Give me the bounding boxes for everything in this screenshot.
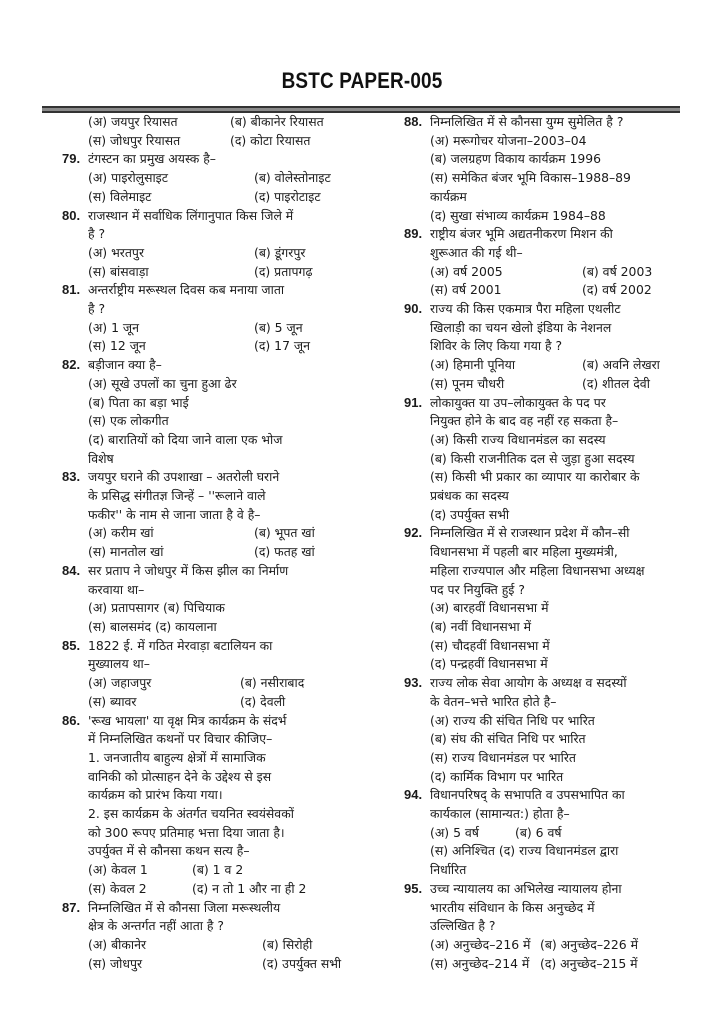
question-ask: उपर्युक्त में से कौनसा कथन सत्य है–	[88, 843, 250, 859]
options-c-d-cont: निर्धारित	[430, 862, 467, 878]
option-b: (ब) भूपत खां	[254, 525, 315, 541]
question-text-cont: के प्रसिद्ध संगीतज्ञ जिन्हें – ''रूलाने वाले	[88, 488, 266, 504]
question-text-cont: के वेतन–भत्ते भारित होते है–	[430, 693, 557, 709]
option-b: (ब) संघ की संचित निधि पर भारित	[430, 731, 586, 747]
question-text: सर प्रताप ने जोधपुर में किस झील का निर्माण	[88, 562, 289, 578]
option-c: (स) चौदहवीं विधानसभा में	[430, 637, 550, 653]
question-number: 82.	[62, 357, 81, 373]
option-a: (अ) 1 जून	[88, 319, 139, 335]
question-text: जयपुर घराने की उपशाखा – अतरोली घराने	[88, 469, 280, 485]
question-text-cont: नियुक्त होने के बाद वह नहीं रह सकता है–	[430, 413, 619, 429]
options-c-d: (स) बालसमंद (द) कायलाना	[88, 618, 217, 634]
question-text: राज्य की किस एकमात्र पैरा महिला एथलीट	[430, 301, 621, 317]
question-text-cont: में निम्नलिखित कथनों पर विचार कीजिए–	[88, 731, 273, 747]
question-text: राष्ट्रीय बंजर भूमि अद्यतनीकरण मिशन की	[430, 226, 613, 242]
statement-1: 1. जनजातीय बाहुल्य क्षेत्रों में सामाजिक	[88, 749, 266, 765]
question-number: 95.	[404, 880, 423, 896]
option-b: (ब) 5 जून	[254, 319, 303, 335]
question-text-cont: उल्लिखित है ?	[430, 918, 496, 934]
question-number: 84.	[62, 562, 81, 578]
question-number: 83.	[62, 469, 81, 485]
question-86	[62, 712, 362, 899]
option-c: (स) राज्य विधानमंडल पर भारित	[430, 749, 576, 765]
option-a: (अ) सूखे उपलों का चुना हुआ ढेर	[88, 375, 237, 391]
question-text-cont: है ?	[88, 226, 106, 242]
question-text: टंगस्टन का प्रमुख अयस्क है–	[88, 151, 217, 167]
question-text: राजस्थान में सर्वाधिक लिंगानुपात किस जिले में	[88, 207, 294, 223]
statement-1-cont: वानिकी को प्रोत्साहन देने के उद्देश्य से इस	[88, 768, 272, 784]
question-text: लोकायुक्त या उप–लोकायुक्त के पद पर	[430, 394, 606, 410]
question-text: निम्नलिखित में से कौनसा युग्म सुमेलित है ?	[430, 114, 624, 129]
question-number: 90.	[404, 301, 423, 317]
question-95	[404, 880, 686, 974]
option-a: (अ) भरतपुर	[88, 244, 145, 260]
question-number: 89.	[404, 226, 423, 242]
question-83	[62, 468, 362, 562]
question-number: 87.	[62, 899, 81, 915]
question-text-cont: शुरूआत की गई थी–	[430, 244, 523, 260]
question-79	[62, 150, 362, 206]
option-c-cont: प्रबंधक का सदस्य	[430, 488, 509, 504]
question-91	[404, 394, 686, 525]
question-85	[62, 637, 362, 712]
option-b: (ब) वोलेस्तोनाइट	[254, 170, 331, 186]
question-text-cont: करवाया था–	[88, 581, 145, 597]
option-c: (स) समेकित बंजर भूमि विकास–1988–89	[430, 170, 631, 186]
question-88	[404, 113, 686, 225]
option-b: (ब) जलग्रहण विकाय कार्यक्रम 1996	[430, 151, 601, 167]
question-text: विधानपरिषद् के सभापति व उपसभापित का	[430, 787, 625, 803]
question-84	[62, 562, 362, 637]
question-text-cont: है ?	[88, 301, 106, 317]
question-text-cont: फकीर'' के नाम से जाना जाता है वे है–	[88, 506, 261, 522]
question-number: 92.	[404, 525, 423, 541]
option-c: (स) ब्यावर	[88, 693, 137, 709]
option-d: (द) पाइरोटाइट	[254, 188, 321, 204]
statement-1-cont: कार्यक्रम को प्रारंभ किया गया।	[88, 787, 223, 803]
option-d: (द) फतह खां	[254, 544, 315, 560]
option-d: (द) प्रतापगढ़	[254, 263, 313, 279]
question-text: बड़ीजान क्या है–	[88, 357, 162, 373]
question-number: 91.	[404, 394, 423, 410]
question-text-cont: पद पर नियुक्ति हुई ?	[430, 581, 525, 597]
option-a: (अ) राज्य की संचित निधि पर भारित	[430, 712, 595, 728]
option-d: (द) कार्मिक विभाग पर भारित	[430, 768, 564, 784]
page-title: BSTC PAPER-005	[281, 68, 443, 93]
option-b: (ब) 1 व 2	[192, 862, 244, 878]
option-d: (द) पन्द्रहवीं विधानसभा में	[430, 656, 548, 672]
question-number: 80.	[62, 207, 81, 223]
option-c: (स) एक लोकगीत	[88, 413, 169, 429]
option-a: (अ) केवल 1	[88, 862, 148, 878]
option-d: (द) अनुच्छेद–215 में	[540, 955, 638, 971]
question-text-cont: महिला राज्यपाल और महिला विधानसभा अध्यक्ष	[430, 562, 645, 578]
option-c: (स) विलेमाइट	[88, 188, 152, 204]
option-d: (द) वर्ष 2002	[582, 282, 652, 298]
option-a: (अ) पाइरोलुसाइट	[88, 170, 168, 186]
option-a: (अ) वर्ष 2005	[430, 263, 503, 279]
option-a: (अ) करीम खां	[88, 525, 154, 541]
option-d: (द) उपर्युक्त सभी	[430, 506, 510, 522]
question-text-cont: शिविर के लिए किया गया है ?	[430, 338, 563, 354]
option-b: (ब) किसी राजनीतिक दल से जुड़ा हुआ सदस्य	[430, 450, 635, 466]
option-c: (स) केवल 2	[88, 880, 147, 896]
question-text: राज्य लोक सेवा आयोग के अध्यक्ष व सदस्यों	[430, 675, 627, 691]
option-a: (अ) 5 वर्ष	[430, 824, 479, 840]
statement-2-cont: को 300 रूपए प्रतिमाह भत्ता दिया जाता है।	[88, 824, 285, 840]
option-a: (अ) मरूगोचर योजना–2003–04	[430, 132, 587, 148]
question-text: निम्नलिखित में से कौनसा जिला मरूस्थलीय	[88, 899, 281, 915]
option-c: (स) वर्ष 2001	[430, 282, 502, 298]
question-text-cont: विधानसभा में पहली बार महिला मुख्यमंत्री,	[430, 544, 618, 560]
option-c: (स) किसी भी प्रकार का व्यापार या कारोबार के	[430, 469, 640, 485]
question-number: 93.	[404, 675, 423, 691]
option-a: (अ) बीकानेर	[88, 936, 147, 952]
option-b: (ब) नसीराबाद	[240, 675, 305, 691]
options-a-b: (अ) प्रतापसागर (ब) पिचियाक	[88, 600, 225, 616]
question-text: 'रूख भायला' या वृक्ष मित्र कार्यक्रम के संदर्भ	[88, 712, 287, 728]
question-90	[404, 300, 686, 394]
question-text: निम्नलिखित में से राजस्थान प्रदेश में कौन–सी	[430, 525, 630, 541]
left-column	[62, 113, 362, 973]
question-number: 81.	[62, 282, 81, 298]
question-82	[62, 356, 362, 468]
option-b: (ब) अनुच्छेद–226 में	[540, 936, 639, 952]
option-b: (ब) सिरोही	[262, 936, 313, 952]
question-text-cont: खिलाड़ी का चयन खेलो इंडिया के नेशनल	[430, 319, 612, 335]
option-c-cont: कार्यक्रम	[430, 188, 467, 204]
question-80	[62, 207, 362, 282]
option-b: (ब) वर्ष 2003	[582, 263, 653, 279]
question-text-cont: मुख्यालय था–	[88, 656, 150, 672]
question-87	[62, 899, 362, 974]
option-d: (द) शीतल देवी	[582, 375, 650, 391]
question-text-cont: क्षेत्र के अन्तर्गत नहीं आता है ?	[88, 918, 225, 934]
option-b: (ब) 6 वर्ष	[515, 824, 562, 840]
option-b: (ब) नवीं विधानसभा में	[430, 618, 532, 634]
option-b: (ब) बीकानेर रियासत	[230, 114, 324, 129]
option-c: (स) पूनम चौधरी	[430, 375, 505, 391]
option-c: (स) अनुच्छेद–214 में	[430, 955, 530, 971]
question-93	[404, 674, 686, 786]
option-d: (द) देवली	[240, 693, 286, 709]
question-number: 94.	[404, 787, 423, 803]
question-text-cont: भारतीय संविधान के किस अनुच्छेद में	[430, 899, 595, 915]
option-a: (अ) अनुच्छेद–216 में	[430, 936, 531, 952]
question-number: 86.	[62, 712, 81, 728]
option-a: (अ) किसी राज्य विधानमंडल का सदस्य	[430, 431, 606, 447]
option-d: (द) 17 जून	[254, 338, 310, 354]
option-d: (द) सुखा संभाव्य कार्यक्रम 1984–88	[430, 207, 606, 223]
header-double-rule	[42, 106, 680, 113]
option-b: (ब) अवनि लेखरा	[582, 357, 660, 373]
option-a: (अ) हिमानी पूनिया	[430, 357, 516, 373]
option-d: (द) न तो 1 और ना ही 2	[192, 880, 307, 896]
right-column	[404, 113, 686, 973]
option-b: (ब) डूंगरपुर	[254, 244, 306, 260]
option-c: (स) मानतोल खां	[88, 544, 164, 560]
question-text: अन्तर्राष्ट्रीय मरूस्थल दिवस कब मनाया जाता	[88, 282, 285, 298]
question-text: उच्च न्यायालय का अभिलेख न्यायालय होना	[430, 880, 622, 896]
question-78-tail	[62, 113, 362, 150]
options-c-d: (स) अनिश्चित (द) राज्य विधानमंडल द्वारा	[430, 843, 619, 859]
option-d: (द) बारातियों को दिया जाने वाला एक भोज	[88, 431, 283, 447]
option-a: (अ) बारहवीं विधानसभा में	[430, 600, 549, 616]
question-94	[404, 786, 686, 880]
question-81	[62, 281, 362, 356]
option-c: (स) जोधपुर	[88, 955, 143, 971]
option-d: (द) उपर्युक्त सभी	[262, 955, 342, 971]
question-number: 85.	[62, 637, 81, 653]
question-number: 79.	[62, 151, 81, 167]
option-a: (अ) जहाजपुर	[88, 675, 152, 691]
question-text-cont: कार्यकाल (सामान्यत:) होता है–	[430, 806, 570, 822]
option-c: (स) बांसवाड़ा	[88, 263, 149, 279]
question-number: 88.	[404, 114, 423, 129]
option-c: (स) 12 जून	[88, 338, 146, 354]
option-d: (द) कोटा रियासत	[230, 132, 311, 148]
option-c: (स) जोधपुर रियासत	[88, 132, 181, 148]
question-89	[404, 225, 686, 300]
question-text: 1822 ई. में गठित मेरवाड़ा बटालियन का	[88, 637, 273, 653]
option-a: (अ) जयपुर रियासत	[88, 114, 178, 129]
option-d-cont: विशेष	[88, 450, 114, 466]
question-92	[404, 524, 686, 674]
option-b: (ब) पिता का बड़ा भाई	[88, 394, 189, 410]
statement-2: 2. इस कार्यक्रम के अंतर्गत चयनित स्वयंसेवकों	[88, 806, 294, 822]
